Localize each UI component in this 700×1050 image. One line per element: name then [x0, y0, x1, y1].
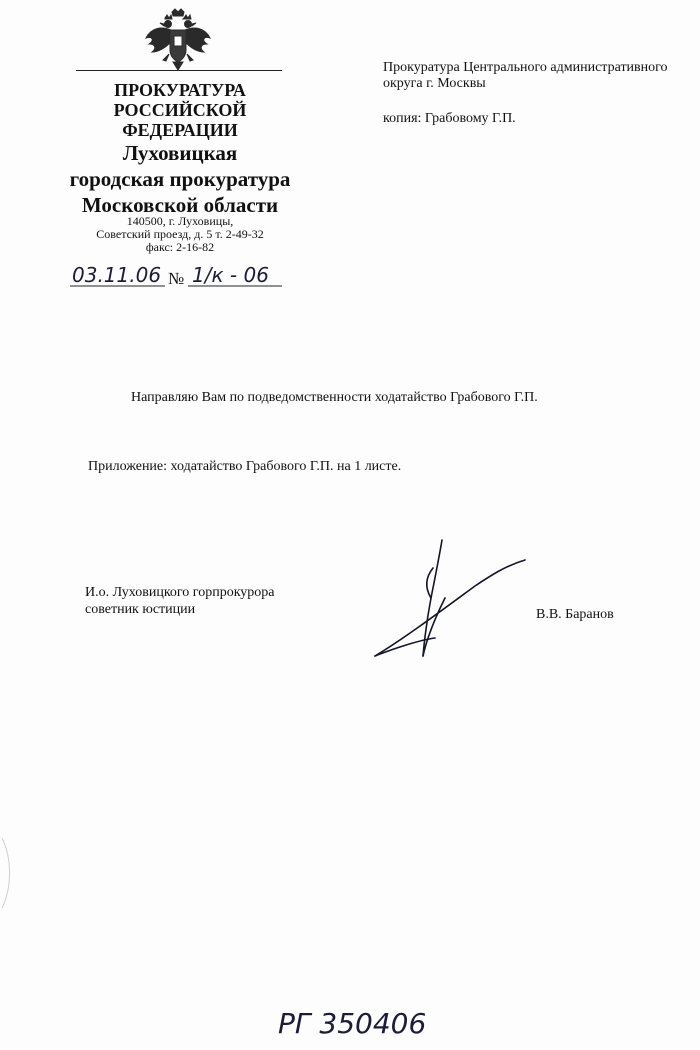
handwritten-signature [365, 538, 535, 663]
double-headed-eagle-emblem-icon [143, 8, 213, 72]
org-line-1: ПРОКУРАТУРА [114, 80, 246, 100]
office-line-2: городская прокуратура [69, 167, 291, 191]
signer-position [85, 584, 275, 618]
signer-position-line-1: И.о. Луховицкого горпрокурора [85, 585, 275, 600]
recipient-line-1: Прокуратура Центрального административного [383, 60, 668, 75]
office-line-3: Московской области [81, 193, 279, 217]
registration-number: 1/к - 06 [192, 263, 269, 287]
registration-date: 03.11.06 [72, 263, 162, 287]
main-text: Направляю Вам по подведомственности ходатайство Грабового Г.П. [131, 390, 538, 405]
handwritten-note-text: РГ 350406 [278, 1007, 427, 1040]
signer-name: В.В. Баранов [536, 607, 614, 622]
office-line-1: Луховицкая [122, 141, 238, 165]
org-line-2: РОССИЙСКОЙ ФЕДЕРАЦИИ [113, 100, 247, 140]
recipient-line-2: округа г. Москвы [383, 76, 486, 91]
address-line-3: факс: 2-16-82 [145, 240, 215, 254]
registration-number-sign: № [168, 269, 185, 288]
recipient-block [383, 60, 698, 92]
copy-recipient: копия: Грабовому Г.П. [383, 111, 516, 126]
handwritten-note [270, 995, 480, 1045]
registration-line [70, 262, 285, 290]
appendix-text: Приложение: ходатайство Грабового Г.П. на 1 листе. [88, 459, 402, 474]
signer-position-line-2: советник юстиции [85, 602, 196, 617]
address-line-2: Советский проезд, д. 5 т. 2-49-32 [96, 227, 264, 241]
org-title [60, 80, 300, 140]
address-line-1: 140500, г. Луховицы, [126, 214, 234, 228]
scan-edge-mark [0, 838, 14, 908]
header-rule [76, 70, 282, 71]
office-address [60, 215, 300, 254]
office-title [40, 140, 320, 218]
